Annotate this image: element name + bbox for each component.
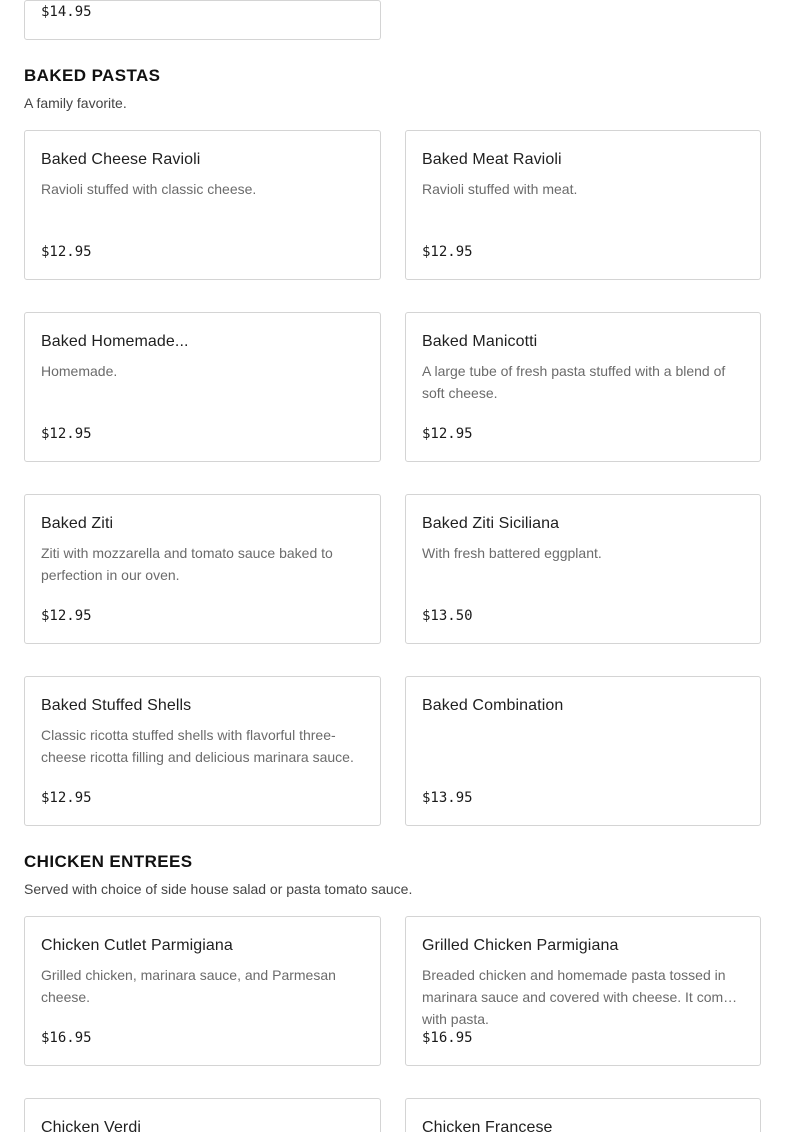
menu-item-card-partial[interactable]: [24, 0, 381, 40]
menu-item-card[interactable]: [405, 130, 761, 280]
item-price: $14.95: [41, 4, 92, 20]
item-price: $12.95: [41, 426, 92, 442]
item-name: Baked Manicotti: [422, 333, 538, 350]
section-title-chicken-entrees: CHICKEN ENTREES: [24, 852, 193, 871]
item-description: Ravioli stuffed with meat.: [422, 181, 578, 197]
item-price: $13.50: [422, 608, 473, 624]
item-price: $12.95: [422, 244, 473, 260]
item-description: Grilled chicken, marinara sauce, and Parmesan cheese.: [41, 967, 336, 1005]
menu-item-card[interactable]: [405, 916, 761, 1066]
item-description: Ziti with mozzarella and tomato sauce baked to perfection in our oven.: [41, 545, 333, 583]
item-price: $16.95: [422, 1030, 473, 1046]
item-name: Baked Meat Ravioli: [422, 151, 562, 168]
item-description: Classic ricotta stuffed shells with flavorful three-cheese ricotta filling and delicious marinara sauce.: [41, 727, 354, 765]
item-name: Baked Homemade...: [41, 333, 189, 350]
item-price: $16.95: [41, 1030, 92, 1046]
item-description: A large tube of fresh pasta stuffed with a blend of soft cheese.: [422, 363, 726, 401]
section-title-baked-pastas: BAKED PASTAS: [24, 66, 161, 85]
item-name: Baked Stuffed Shells: [41, 697, 192, 714]
menu-item-card[interactable]: [24, 916, 381, 1066]
item-description: Ravioli stuffed with classic cheese.: [41, 181, 257, 197]
item-price: $12.95: [41, 244, 92, 260]
item-price: $12.95: [41, 608, 92, 624]
item-name: Chicken Verdi: [41, 1119, 142, 1136]
item-name: Baked Ziti Siciliana: [422, 515, 560, 532]
menu-item-card[interactable]: [24, 494, 381, 644]
item-price: $12.95: [422, 426, 473, 442]
menu-item-card[interactable]: [24, 676, 381, 826]
section-subtitle-chicken-entrees: Served with choice of side house salad or pasta tomato sauce.: [24, 881, 413, 897]
item-name: Baked Cheese Ravioli: [41, 151, 201, 168]
item-name: Grilled Chicken Parmigiana: [422, 937, 619, 954]
menu-item-card[interactable]: [405, 312, 761, 462]
menu-item-card[interactable]: [24, 312, 381, 462]
item-description: Homemade.: [41, 363, 118, 379]
item-name: Chicken Cutlet Parmigiana: [41, 937, 233, 954]
item-name: Chicken Francese: [422, 1119, 553, 1136]
menu-item-card[interactable]: [24, 1098, 381, 1136]
menu-item-card[interactable]: [405, 676, 761, 826]
menu-item-card[interactable]: [405, 1098, 761, 1136]
menu-item-card[interactable]: [405, 494, 761, 644]
item-price: $12.95: [41, 790, 92, 806]
item-description: With fresh battered eggplant.: [422, 545, 602, 561]
item-name: Baked Ziti: [41, 515, 114, 532]
section-subtitle-baked-pastas: A family favorite.: [24, 95, 127, 111]
item-price: $13.95: [422, 790, 473, 806]
menu-item-card[interactable]: [24, 130, 381, 280]
item-description: Breaded chicken and homemade pasta tossed in marinara sauce and covered with cheese. It comes with pasta.: [422, 967, 738, 1027]
item-name: Baked Combination: [422, 697, 564, 714]
